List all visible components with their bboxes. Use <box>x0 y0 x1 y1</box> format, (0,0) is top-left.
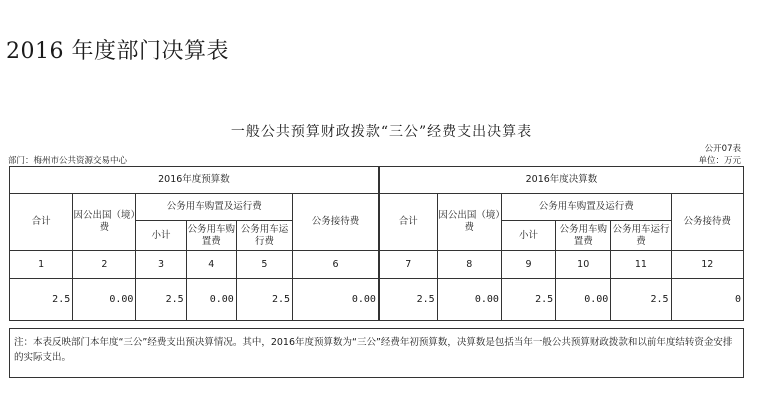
value-cell: 0.00 <box>186 279 236 321</box>
final-total-header: 合计 <box>379 194 437 251</box>
final-reception-header: 公务接待费 <box>671 194 743 251</box>
value-cell: 0.00 <box>293 279 379 321</box>
value-cell: 0.00 <box>73 279 136 321</box>
final-group-header: 2016年度决算数 <box>379 167 744 194</box>
value-cell: 2.5 <box>379 279 437 321</box>
values-row <box>10 279 744 321</box>
col-number: 8 <box>437 251 501 279</box>
value-cell: 0.00 <box>556 279 611 321</box>
col-number: 3 <box>136 251 186 279</box>
value-cell: 2.5 <box>236 279 292 321</box>
col-number: 4 <box>186 251 236 279</box>
budget-reception-header: 公务接待费 <box>293 194 379 251</box>
col-number: 5 <box>236 251 292 279</box>
table-note: 注：本表反映部门本年度“三公”经费支出预决算情况。其中，2016年度预算数为“三公”经费年初预算数，决算数是包括当年一般公共预算财政拨款和以前年度结转资金安排的实际支出。 <box>9 328 744 378</box>
unit-label: 单位：万元 <box>698 156 741 166</box>
budget-subtotal-header: 小计 <box>136 221 186 251</box>
value-cell: 2.5 <box>136 279 186 321</box>
col-number: 10 <box>556 251 611 279</box>
budget-total-header: 合计 <box>10 194 73 251</box>
department-label: 部门：梅州市公共资源交易中心 <box>8 156 128 166</box>
budget-vehicle-group-header: 公务用车购置及运行费 <box>136 194 293 221</box>
value-cell: 0 <box>671 279 743 321</box>
final-vehicle-operation-header: 公务用车运行费 <box>611 221 671 251</box>
final-subtotal-header: 小计 <box>501 221 555 251</box>
col-number: 6 <box>293 251 379 279</box>
col-number: 7 <box>379 251 437 279</box>
budget-abroad-header: 因公出国（境）费 <box>73 194 136 251</box>
value-cell: 2.5 <box>501 279 555 321</box>
final-vehicle-purchase-header: 公务用车购置费 <box>556 221 611 251</box>
budget-group-header: 2016年度预算数 <box>10 167 379 194</box>
value-cell: 2.5 <box>611 279 671 321</box>
col-number: 12 <box>671 251 743 279</box>
col-number: 2 <box>73 251 136 279</box>
table-title: 一般公共预算财政拨款“三公”经费支出决算表 <box>230 124 533 140</box>
final-vehicle-group-header: 公务用车购置及运行费 <box>501 194 671 221</box>
budget-vehicle-operation-header: 公务用车运行费 <box>236 221 292 251</box>
col-number: 11 <box>611 251 671 279</box>
column-number-row <box>10 251 744 279</box>
col-number: 1 <box>10 251 73 279</box>
budget-vehicle-purchase-header: 公务用车购置费 <box>186 221 236 251</box>
value-cell: 2.5 <box>10 279 73 321</box>
form-code: 公开07表 <box>704 144 741 154</box>
three-public-expense-table <box>9 166 744 321</box>
page-title: 2016 年度部门决算表 <box>6 39 229 64</box>
col-number: 9 <box>501 251 555 279</box>
value-cell: 0.00 <box>437 279 501 321</box>
final-abroad-header: 因公出国（境）费 <box>437 194 501 251</box>
